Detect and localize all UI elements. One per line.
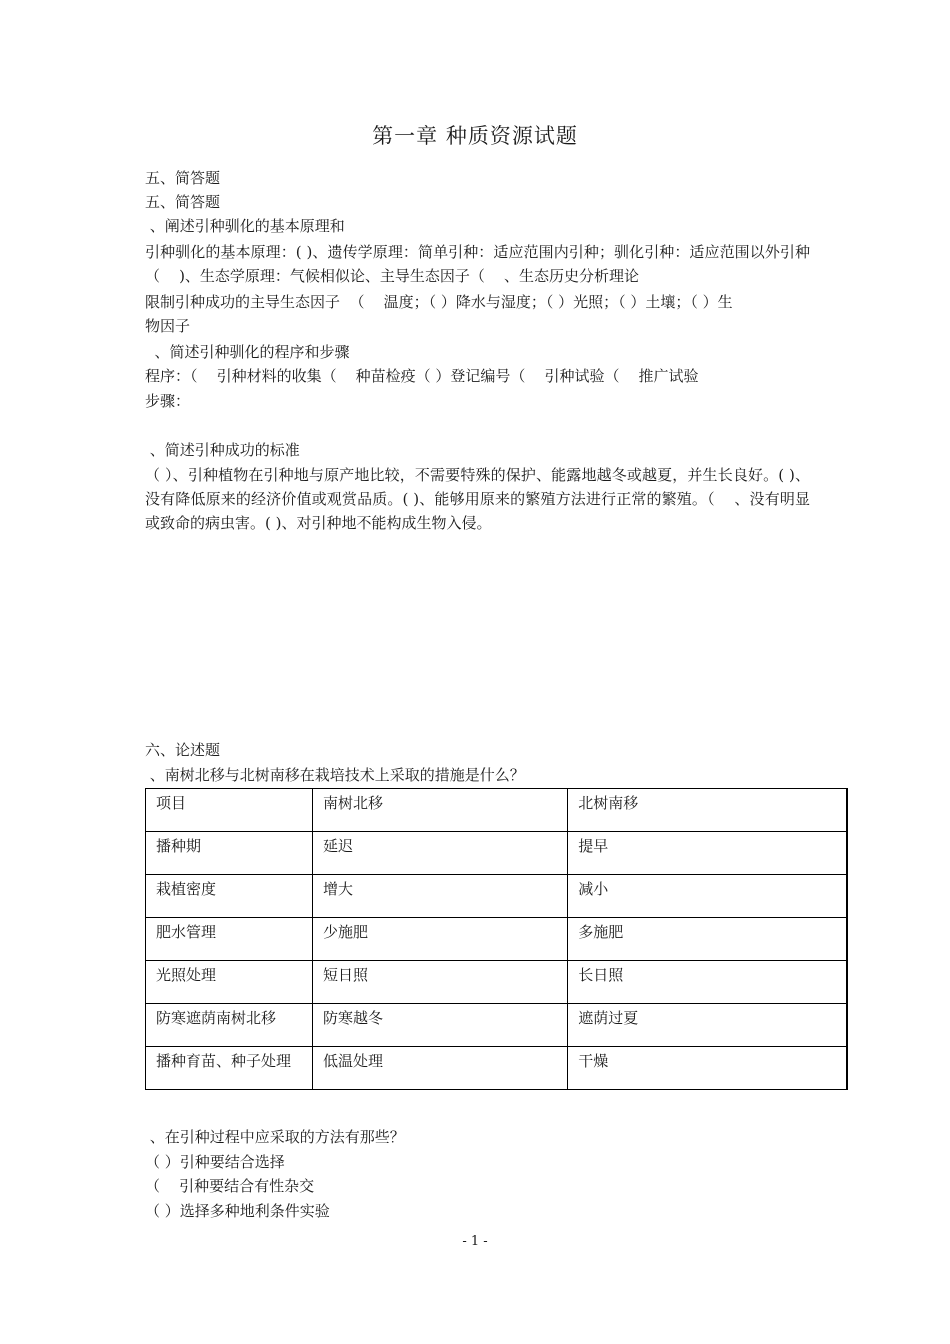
answer-limiting-factors-end: 物因子 [145, 317, 191, 335]
table-cell: 光照处理 [146, 961, 313, 1004]
table-cell: 防寒越冬 [312, 1004, 567, 1047]
table-header-row [146, 789, 848, 832]
table-cell: 肥水管理 [146, 918, 313, 961]
question-procedure: 、简述引种驯化的程序和步骤 [145, 343, 350, 361]
method-item: （ ）引种要结合选择 [145, 1153, 285, 1171]
table-cell: 减小 [568, 875, 847, 918]
table-header-cell: 北树南移 [568, 789, 847, 832]
table-row [146, 961, 848, 1004]
table-cell: 延迟 [312, 832, 567, 875]
section-heading-essay: 六、论述题 [145, 741, 221, 759]
question-cultivation-measures: 、南树北移与北树南移在栽培技术上采取的措施是什么？ [145, 766, 525, 784]
section-heading-short-answer: 五、简答题 [145, 169, 221, 187]
table-cell: 低温处理 [312, 1047, 567, 1090]
table-header-cell: 南树北移 [312, 789, 567, 832]
question-success-criteria: 、简述引种成功的标准 [145, 441, 300, 459]
table-row [146, 875, 848, 918]
table-cell: 短日照 [312, 961, 567, 1004]
table-cell: 提早 [568, 832, 847, 875]
table-cell: 栽植密度 [146, 875, 313, 918]
page-number: - 1 - [462, 1234, 488, 1249]
answer-steps-label: 步骤： [145, 392, 191, 410]
answer-principles: 引种驯化的基本原理：( )、遗传学原理：简单引种：适应范围内引种；驯化引种：适应范围以外引种（ )、生态学原理：气候相似论、主导生态因子（ 、生态历史分析理论 [145, 243, 810, 285]
table-cell: 少施肥 [312, 918, 567, 961]
table-cell: 干燥 [568, 1047, 847, 1090]
table-cell: 增大 [312, 875, 567, 918]
table-header-cell: 项目 [146, 789, 313, 832]
table-cell: 遮荫过夏 [568, 1004, 847, 1047]
question-introduction-methods: 、在引种过程中应采取的方法有那些？ [145, 1128, 405, 1146]
answer-limiting-factors: 限制引种成功的主导生态因子 （ 温度；（ ）降水与湿度；（ ）光照；（ ）土壤；（ ）生 [145, 293, 733, 311]
table-cell: 播种期 [146, 832, 313, 875]
table-cell: 长日照 [568, 961, 847, 1004]
table-cell: 防寒遮荫南树北移 [146, 1004, 313, 1047]
table-row [146, 1047, 848, 1090]
page-title: 第一章 种质资源试题 [372, 124, 578, 148]
table-cell: 播种育苗、种子处理 [146, 1047, 313, 1090]
question-principles: 、阐述引种驯化的基本原理和 [145, 217, 345, 235]
answer-procedure: 程序：（ 引种材料的收集（ 种苗检疫（ ）登记编号（ 引种试验（ 推广试验 [145, 367, 699, 385]
table-row [146, 918, 848, 961]
method-item: （ ）选择多种地利条件实验 [145, 1202, 330, 1220]
table-row [146, 832, 848, 875]
table-cell: 多施肥 [568, 918, 847, 961]
comparison-table [145, 788, 848, 1090]
section-heading-short-answer-repeat: 五、简答题 [145, 193, 221, 211]
answer-success-criteria: （ ）、引种植物在引种地与原产地比较，不需要特殊的保护、能露地越冬或越夏，并生长良好。( )、没有降低原来的经济价值或观赏品质。( )、能够用原来的繁殖方法进行正常的繁殖。（ 、没有明显或致命的病虫害。( )、对引种地不能构成生物入侵。 [145, 466, 810, 532]
table-row [146, 1004, 848, 1047]
method-item: （ 引种要结合有性杂交 [145, 1177, 315, 1195]
